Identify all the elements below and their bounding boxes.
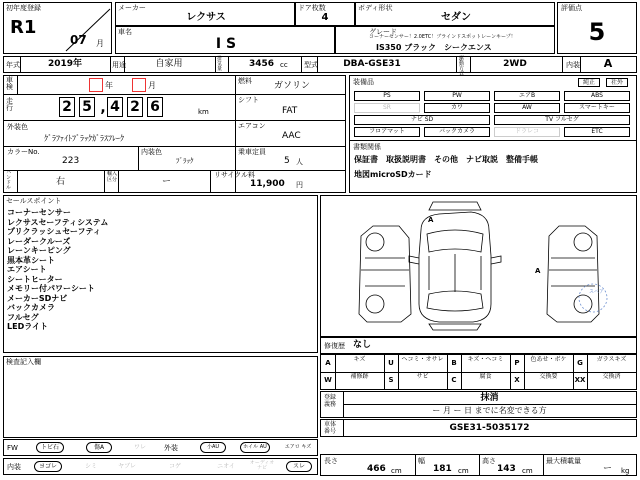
genuine-badge: 純正 (578, 78, 600, 87)
body-type-box (355, 2, 555, 26)
car-name-value: I S (215, 36, 237, 52)
legend-code: B (451, 359, 457, 367)
sales-point-item: レーダークルーズ (7, 236, 71, 246)
shift-value: FAT (282, 106, 298, 116)
usage-label: 用途 (112, 61, 126, 69)
capacity-label: 乗車定員 (238, 148, 266, 156)
spare-label: スペア (589, 289, 605, 295)
fw-row (3, 439, 318, 456)
model-year-value: 2019年 (47, 59, 83, 69)
repair-history-value: なし (353, 340, 372, 350)
equipment-item: エアB (494, 91, 560, 101)
interior-item-1: ヨゴレ (34, 461, 62, 472)
fw-ext-item-3: エアロ キズ (284, 444, 312, 450)
equipment-panel (349, 75, 637, 193)
width-unit: cm (458, 467, 469, 475)
exterior-color-value: ｸﾞﾗﾌｧｲﾄﾌﾞﾗｯｸｶﾞﾗｽﾌﾚｰｸ (44, 134, 124, 143)
sales-points-panel (3, 195, 318, 353)
interior-item-6: オーディオ ナビ (249, 460, 275, 471)
maker-value: レクサス (186, 12, 226, 23)
inspector-notes-label: 検査記入欄 (6, 358, 41, 366)
damage-legend-grid (321, 355, 636, 389)
fw-item-2: 傷A (86, 442, 112, 453)
era: R1 (10, 17, 37, 38)
legend-code: G (577, 359, 583, 367)
equipment-item: スマートキー (564, 103, 630, 113)
legend-desc: 交換要 (539, 373, 558, 380)
color-no-value: 223 (62, 156, 80, 166)
sales-point-item: LEDライト (7, 322, 48, 331)
legend-desc: サビ (416, 373, 429, 380)
documents-label: 書類関係 (353, 143, 381, 151)
legend-code: S (388, 376, 394, 384)
equipment-item: ETC (564, 127, 630, 137)
damage-mark-1: A (428, 216, 434, 224)
doors-label: ドア枚数 (298, 4, 326, 12)
displacement-value: 3456 (249, 59, 275, 69)
fw-exterior-label: 外装 (164, 444, 178, 452)
spec-row (3, 56, 637, 77)
legend-code: XX (574, 376, 586, 384)
grade-value: IS350 ブラック シークエンス (376, 43, 492, 52)
equipment-item: PW (424, 91, 490, 101)
legend-desc: 補修跡 (350, 373, 369, 380)
body-type-label: ボディ形状 (358, 4, 393, 12)
inspection-month-unit: 月 (148, 81, 156, 90)
sales-point-item: 黒本革シート (7, 255, 55, 265)
ac-value: AAC (282, 131, 301, 141)
interior-item-4: コゲ (168, 463, 181, 470)
odometer-digit: 2 (127, 97, 143, 117)
score-value: 5 (588, 18, 606, 46)
first-reg-month-unit: 月 (96, 39, 104, 48)
fuel-label: 燃料 (238, 77, 252, 85)
equipment-item: PS (354, 91, 420, 101)
fw-item-3: ワレ (133, 444, 146, 451)
sales-point-item: エアシート (7, 265, 47, 274)
model-value: DBA-GSE31 (343, 59, 401, 69)
equipment-item: バックカメラ (424, 127, 490, 137)
first-registration-box (3, 2, 112, 54)
equipment-item: フロアマット (354, 127, 420, 137)
interior-item-3: ヤブレ (118, 463, 136, 470)
sales-points-label: セールスポイント (6, 197, 62, 205)
score-label: 評価点 (561, 4, 582, 12)
drive-label: 駆動方式 (459, 56, 465, 77)
height-label: 高さ (482, 457, 496, 465)
inspection-month-box (132, 78, 146, 92)
inspection-year-unit: 年 (105, 81, 113, 90)
interior-grade-value: A (603, 57, 613, 70)
length-unit: cm (391, 467, 402, 475)
fw-ext-item-2: ホイル AU (240, 442, 270, 453)
capacity-unit: 人 (296, 158, 303, 166)
displacement-label: 排気量 (217, 56, 223, 72)
damage-legend (320, 354, 637, 390)
inspection-year-box (89, 78, 103, 92)
grade-box (335, 26, 555, 54)
interior-grade-label: 内装 (566, 61, 580, 69)
sales-point-item: レクサスセーフティシステム (7, 217, 109, 227)
registration-status: 抹消 (480, 393, 499, 403)
equipment-item: AW (494, 103, 560, 113)
odometer-digit: 5 (79, 97, 95, 117)
legend-desc: 色あせ・ボケ (530, 356, 567, 363)
legend-desc: ガラスキズ (596, 356, 627, 363)
legend-code: U (388, 359, 394, 367)
inspector-notes-panel (3, 356, 318, 438)
max-load-unit: kg (621, 467, 630, 475)
chassis-label: 車体番号 (324, 421, 337, 435)
mileage-label: 走行 (6, 97, 13, 112)
legend-desc: ヘコミ・オサレ (401, 356, 444, 363)
equipment-label: 装備品 (353, 78, 374, 86)
fw-label: FW (7, 444, 18, 452)
fw-item-1: トビ石 (36, 442, 64, 453)
import-label: 輸入区分 (107, 171, 118, 183)
legend-desc: キズ・ヘコミ (467, 356, 504, 363)
fuel-value: ガソリン (274, 81, 311, 91)
damage-mark-2: A (535, 267, 541, 275)
max-load-label: 最大積載量 (546, 457, 581, 465)
sales-point-item: レーンキーピング (7, 246, 71, 255)
inspection-label: 車検 (6, 76, 13, 91)
interior-row (3, 458, 318, 475)
usage-value: 自家用 (155, 59, 183, 69)
aftermarket-badge: 社外 (606, 78, 628, 87)
car-name-label: 車名 (118, 28, 132, 36)
recycle-unit: 円 (296, 181, 303, 189)
chassis-panel (320, 419, 637, 437)
recycle-label: リサイクル料 (214, 171, 256, 179)
displacement-unit: cc (280, 61, 288, 69)
handle-value: 右 (56, 177, 66, 187)
legend-desc: 交換済 (602, 373, 621, 380)
equipment-item: SR (354, 103, 420, 113)
first-reg-month: 07 (70, 33, 87, 47)
drive-value: 2WD (503, 59, 527, 69)
equipment-item: ドラレコ (494, 127, 560, 137)
interior-color-value: ﾌﾞﾗｯｸ (176, 157, 194, 165)
equipment-grid (350, 76, 636, 140)
legend-code: X (514, 376, 520, 384)
grade-label: グレード (369, 28, 397, 36)
legend-code: W (324, 376, 332, 384)
interior-item-7: スレ (286, 461, 312, 472)
handle-label: ハンドル (6, 170, 12, 191)
sales-point-item: シートヒーター (7, 274, 63, 284)
equipment-item: TV フルセグ (494, 115, 630, 125)
fw-ext-item-1: 小AU (200, 442, 226, 453)
interior-color-label: 内装色 (141, 148, 162, 156)
registration-deadline: ー 月 ー 日 までに名変できる方 (432, 406, 547, 415)
capacity-value: 5 (284, 156, 290, 166)
repair-history-row (320, 337, 637, 354)
first-reg-label: 初年度登録 (6, 4, 41, 12)
odometer-digit: 4 (107, 97, 123, 117)
width-label: 幅 (418, 457, 425, 465)
vehicle-info-panel (3, 75, 346, 193)
exterior-color-label: 外装色 (7, 123, 28, 131)
shift-label: シフト (238, 96, 259, 104)
legend-desc: 腐食 (479, 373, 492, 380)
documents-line-2: 地図microSDカード (354, 170, 432, 179)
chassis-value: GSE31-5035172 (449, 423, 530, 433)
ac-label: エアコン (238, 122, 266, 130)
body-type-value: セダン (440, 12, 472, 23)
equipment-item: カワ (424, 103, 490, 113)
registration-panel (320, 391, 637, 418)
import-value: ー (162, 177, 172, 187)
legend-code: C (451, 376, 457, 384)
doors-box (295, 2, 355, 26)
equipment-item: ナビ SD (354, 115, 490, 125)
odometer-digit: 6 (147, 97, 163, 117)
sales-point-item: メモリー付パワーシート (7, 284, 95, 293)
sales-point-item: コーナーセンサー (7, 208, 71, 217)
sales-point-item: メーカーSDナビ (7, 293, 68, 303)
model-label: 型式 (304, 61, 318, 69)
max-load-value: ー (603, 464, 613, 474)
recycle-value: 11,900 (250, 179, 285, 189)
sales-point-item: フルセグ (7, 312, 39, 322)
length-label: 長さ (324, 457, 338, 465)
damage-diagram-panel (320, 195, 637, 337)
mileage-unit: km (198, 108, 209, 116)
registration-label: 登録義務 (324, 394, 337, 408)
score-box (557, 2, 637, 54)
legend-code: P (514, 359, 520, 367)
color-no-label: カラーNo. (7, 148, 40, 156)
maker-box (115, 2, 295, 26)
interior-item-5: ニオイ (217, 463, 235, 470)
odometer-separator: , (100, 100, 106, 116)
interior-item-2: シミ (84, 463, 97, 470)
documents-line-1: 保証書 取扱説明書 その他 ナビ取説 整備手帳 (354, 155, 538, 164)
repair-history-label: 修復歴 (324, 342, 345, 350)
sales-point-item: プリクラッシュセーフティ (7, 227, 101, 236)
equipment-item: ABS (564, 91, 630, 101)
odometer-digit: 2 (59, 97, 75, 117)
maker-label: メーカー (118, 4, 146, 12)
height-unit: cm (522, 467, 533, 475)
car-name-box (115, 26, 335, 54)
height-value: 143 (497, 464, 516, 474)
dimensions-row (320, 454, 637, 476)
legend-desc: キズ (353, 356, 366, 363)
legend-code: A (325, 359, 331, 367)
doors-value: 4 (321, 12, 329, 23)
car-diagram (321, 196, 636, 336)
width-value: 181 (433, 464, 452, 474)
grade-detail: コーナーセンサー！2.0ETC！ブラインドスポットレーンキープ！ (369, 34, 516, 40)
length-value: 466 (367, 464, 386, 474)
model-year-label: 年式 (6, 61, 20, 69)
sales-point-item: バックカメラ (7, 303, 55, 312)
interior-row-label: 内装 (7, 463, 21, 471)
